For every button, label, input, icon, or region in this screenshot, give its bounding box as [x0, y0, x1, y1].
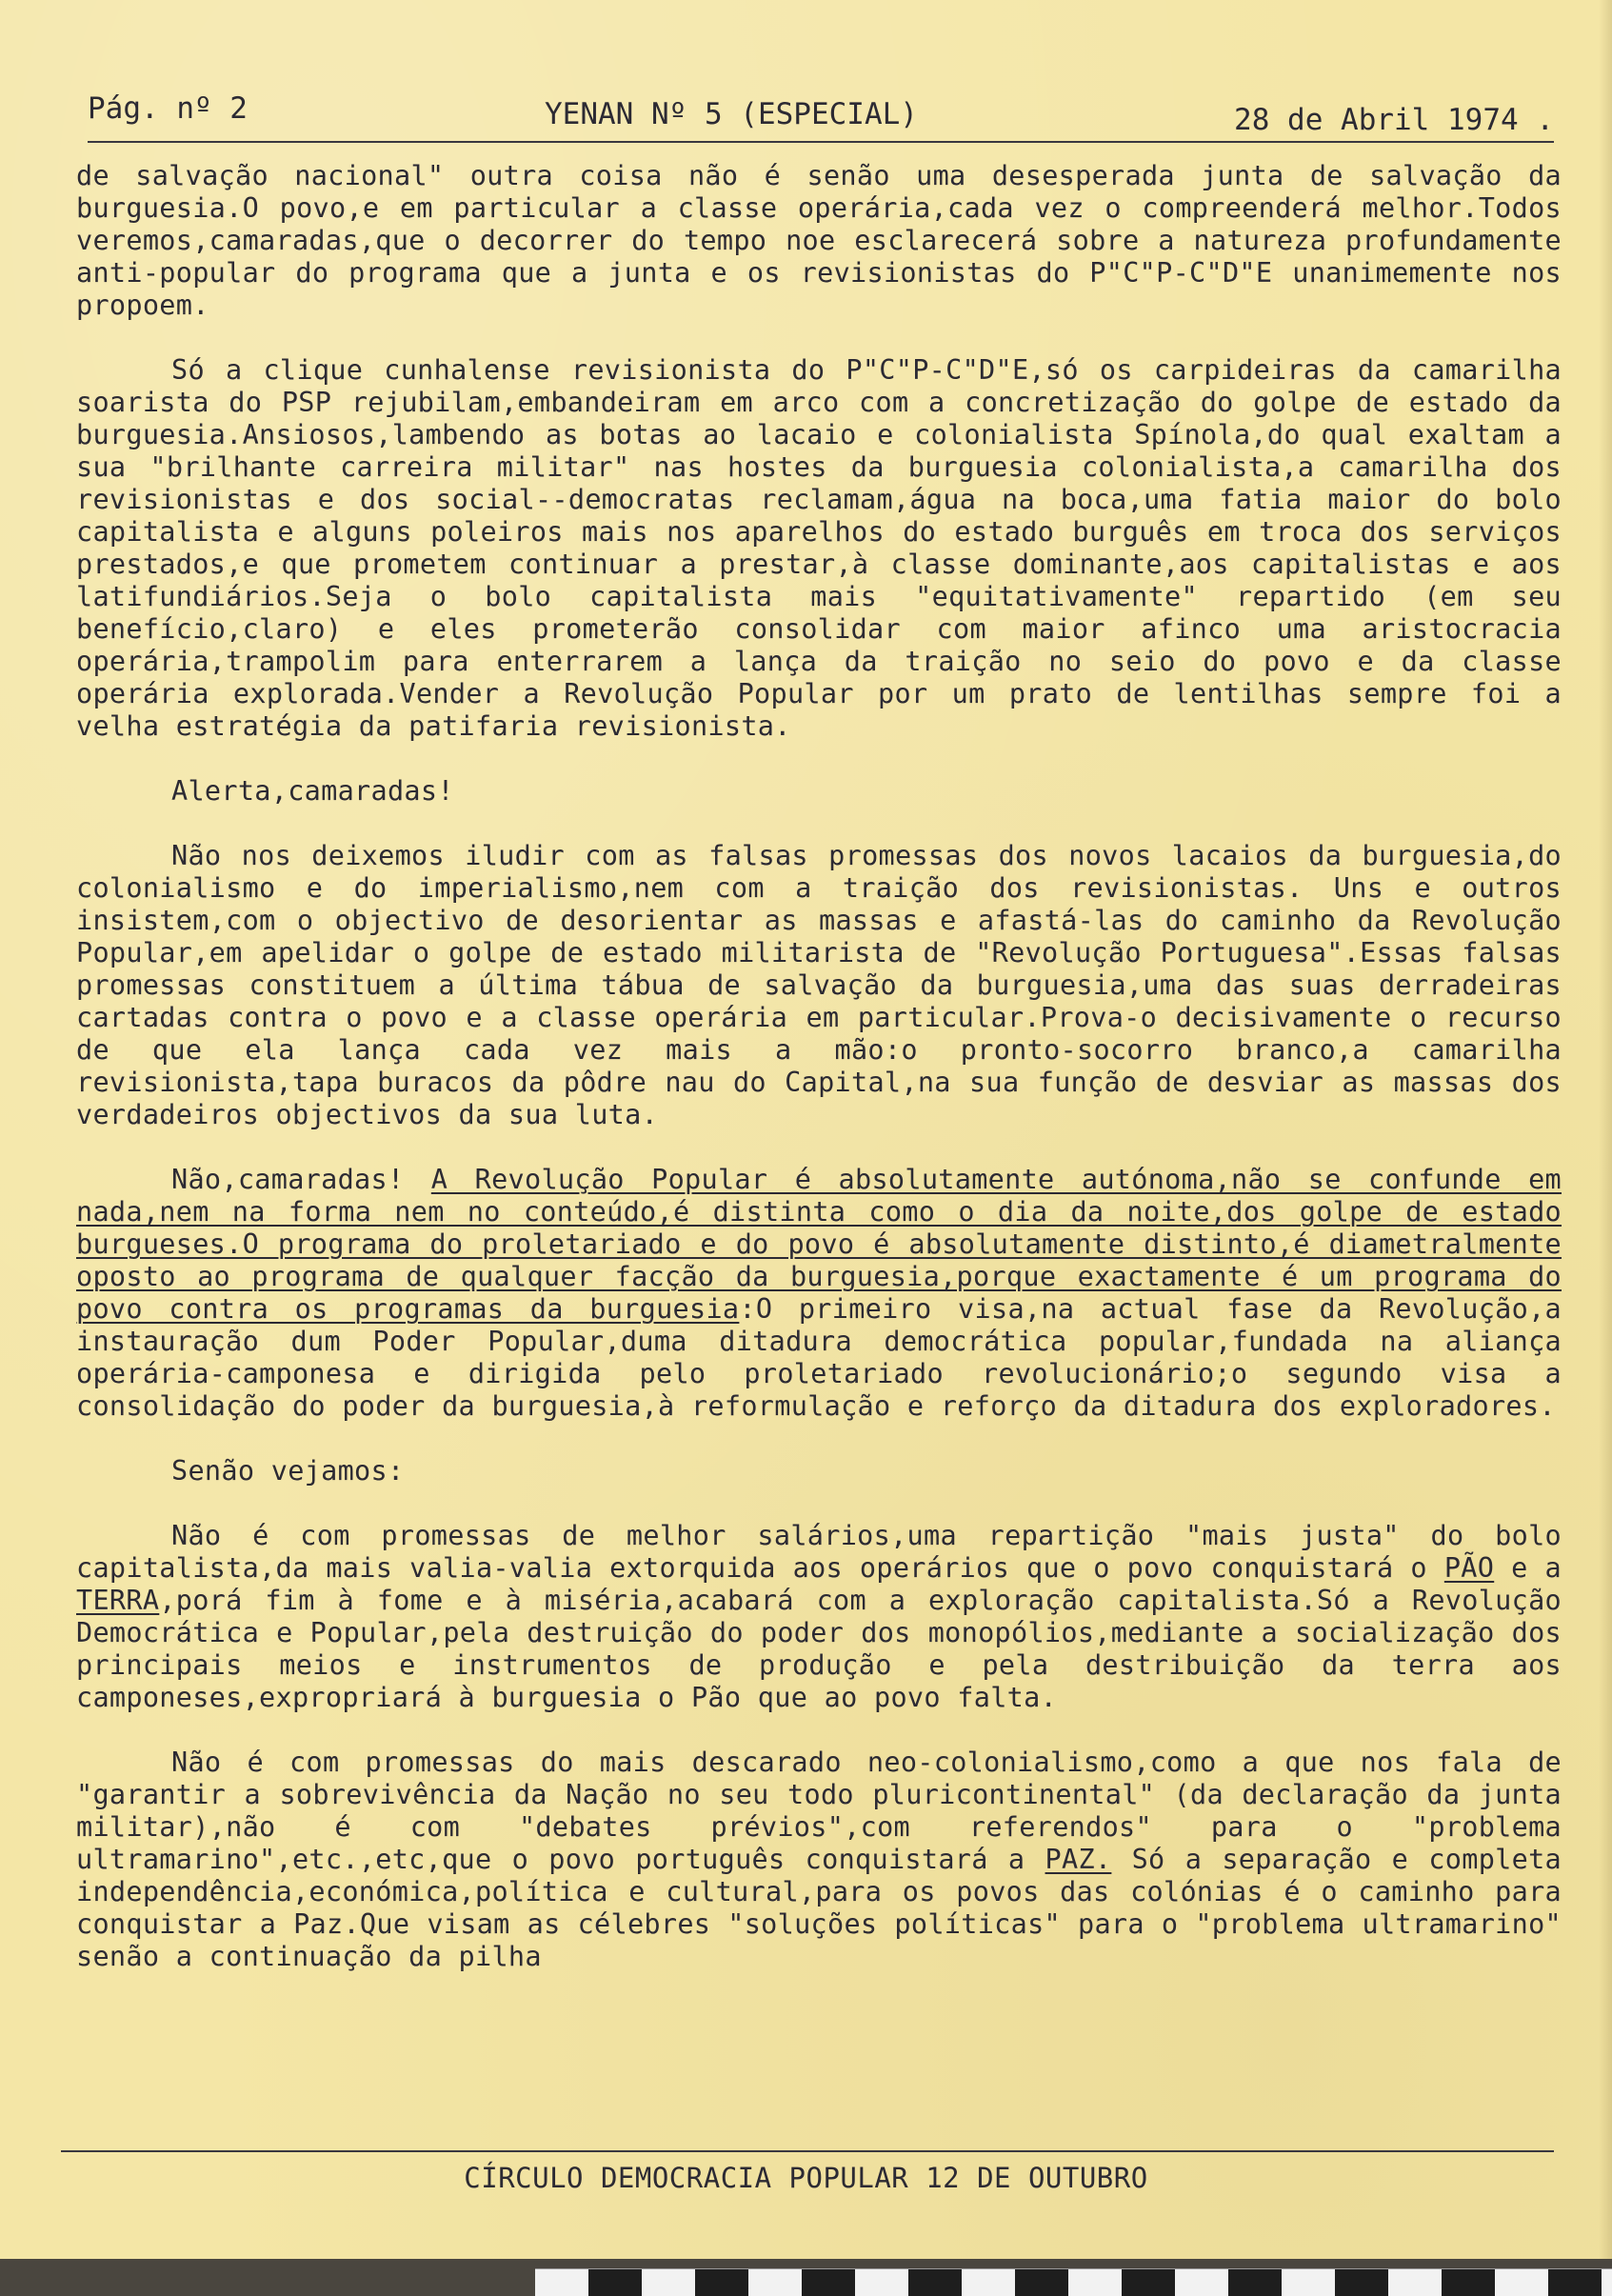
publication-date: 28 de Abril 1974 . [1234, 103, 1554, 137]
footer-divider [61, 2150, 1554, 2152]
paragraph-7 [76, 1520, 1562, 1714]
paragraph-7-a: Não é com promessas de melhor salários,uma repartição "mais justa" do bolo capitalista,da mais valia-valia extorquida aos operários que o povo conquistará o [76, 1520, 1562, 1584]
paragraph-7-b: e a [1494, 1552, 1562, 1584]
paragraph-3: Alerta,camaradas! [171, 775, 454, 807]
page-number: Pág. nº 2 [88, 91, 248, 126]
paragraph-8-a: Não é com promessas do mais descarado neo-colonialismo,como a que nos fala de "garantir a sobrevivência da Nação no seu todo pluricontinental" (da declaração da junta militar),não é com "debates prévios",com referendos" para o "problema ultramarino",etc.,etc,que o povo português conquistará a [76, 1747, 1562, 1875]
paragraph-7-terra: TERRA [76, 1585, 160, 1616]
paragraph-5-rest: :O primeiro visa,na actual fase da Revolução,a instauração dum Poder Popular,duma ditadura democrática popular,fundada na aliança operária-camponesa e dirigida pelo proletariado revolucionário;o segundo visa a consolidação do poder da burguesia,à reformulação e reforço da ditadura dos exploradores. [76, 1293, 1562, 1422]
publication-title: YENAN Nº 5 (ESPECIAL) [545, 97, 918, 131]
page-header [88, 88, 1554, 143]
scale-ruler [535, 2268, 1612, 2296]
paragraph-6: Senão vejamos: [171, 1455, 405, 1487]
paragraph-8-b: Só a separação e completa independência,económica,política e cultural,para os povos das colónias é o caminho para conquistar a Paz.Que visam as célebres "soluções políticas" para o "problema ultramarino" senão a continuação da pilha [76, 1844, 1562, 1972]
body-text [76, 160, 1562, 2006]
paragraph-7-c: ,porá fim à fome e à miséria,acabará com a exploração capitalista.Só a Revolução Democrática e Popular,pela destruição do poder dos monopólios,mediante a socialização dos principais meios e instrumentos de produção e pela destribuição da terra aos camponeses,expropriará à burguesia o Pão que ao povo falta. [76, 1585, 1562, 1713]
paragraph-1: de salvação nacional" outra coisa não é senão uma desesperada junta de salvação da burguesia.O povo,e em particular a classe operária,cada vez o compreenderá melhor.Todos veremos,camaradas,que o decorrer do tempo noe esclarecerá sobre a natureza profundamente anti-popular do programa que a junta e os revisionistas do P"C"P-C"D"E unanimemente nos propoem. [76, 160, 1562, 321]
paragraph-7-pao: PÃO [1443, 1552, 1495, 1584]
paragraph-5-underlined: A Revolução Popular é absolutamente autónoma,não se confunde em nada,nem na forma nem no conteúdo,é distinta como o dia da noite,dos golpe de estado burgueses.O programa do proletariado e do povo é absolutamente distinto,é diametralmente oposto ao programa de qualquer facção da burguesia,porque exactamente é um programa do povo contra os programas da burguesia [76, 1164, 1562, 1325]
paragraph-5-intro: Não,camaradas! [171, 1164, 431, 1195]
paragraph-4: Não nos deixemos iludir com as falsas promessas dos novos lacaios da burguesia,do colonialismo e do imperialismo,nem com a traição dos revisionistas. Uns e outros insistem,com o objectivo de desorientar as massas e afastá-las do caminho da Revolução Popular,em apelidar o golpe de estado militarista de "Revolução Portuguesa".Essas falsas promessas constituem a última tábua de salvação da burguesia,uma das suas derradeiras cartadas contra o povo e a classe operária em particular.Prova-o decisivamente o recurso de que ela lança cada vez mais a mão:o pronto-socorro branco,a camarilha revisionista,tapa buracos da pôdre nau do Capital,na sua função de desviar as massas dos verdadeiros objectivos da sua luta. [76, 840, 1562, 1130]
paragraph-8 [76, 1747, 1562, 1973]
paragraph-2: Só a clique cunhalense revisionista do P"C"P-C"D"E,só os carpideiras da camarilha soarista do PSP rejubilam,embandeiram em arco com a concretização do golpe de estado da burguesia.Ansiosos,lambendo as botas ao lacaio e colonialista Spínola,do qual exaltam a sua "brilhante carreira militar" nas hostes da burguesia colonialista,a camarilha dos revisionistas e dos social--democratas reclamam,água na boca,uma fatia maior do bolo capitalista e alguns poleiros mais nos aparelhos do estado burguês em troca dos serviços prestados,e que prometem continuar a prestar,à classe dominante,aos capitalistas e aos latifundiários.Seja o bolo capitalista mais "equitativamente" repartido (em seu benefício,claro) e eles prometerão consolidar com maior afinco uma aristocracia operária,trampolim para enterrarem a lança da traição no seio do povo e da classe operária explorada.Vender a Revolução Popular por um prato de lentilhas sempre foi a velha estratégia da patifaria revisionista. [76, 354, 1562, 742]
paragraph-8-paz: PAZ. [1045, 1844, 1112, 1875]
paragraph-5 [76, 1164, 1562, 1423]
page-footer: CÍRCULO DEMOCRACIA POPULAR 12 DE OUTUBRO [464, 2162, 1148, 2194]
